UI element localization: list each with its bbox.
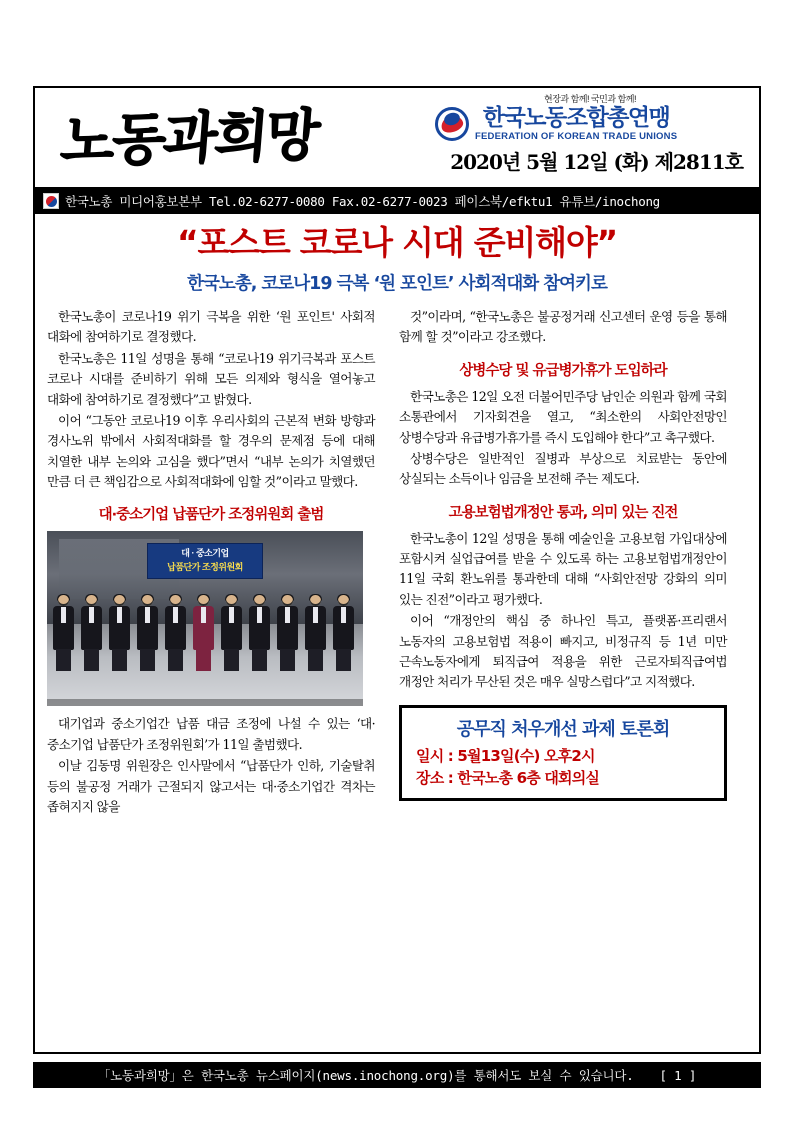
fktu-logo-icon bbox=[435, 107, 469, 141]
issue-date-number: 2020년 5월 12일 (화) 제2811호 bbox=[450, 150, 743, 174]
paragraph: 이어 “개정안의 핵심 중 하나인 특고, 플랫폼·프리랜서 노동자의 고용보험법 적용이 빠지고, 비정규직 등 1년 미만 근속노동자에게 퇴직급여 적용을 위한 근로자퇴직급여법 개정안 처리가 무산된 것은 매우 실망스럽다”고 지적했다. bbox=[399, 613, 727, 690]
event-notice-box bbox=[399, 705, 727, 802]
contact-bar-text: 한국노총 미디어홍보본부 Tel.02-6277-0080 Fax.02-6277-0023 페이스북/efktu1 유튜브/inochong bbox=[65, 194, 660, 209]
paragraph: 것”이라며, “한국노총은 불공정거래 신고센터 운영 등을 통해 함께 할 것”이라고 강조했다. bbox=[399, 308, 727, 345]
main-headline: “포스트 코로나 시대 준비해야” bbox=[177, 223, 617, 262]
paragraph: 이날 김동명 위원장은 인사말에서 “납품단가 인하, 기술탈취 등의 불공정 거래가 근절되지 않고서는 대·중소기업간 격차는 좁혀지지 않을 bbox=[47, 758, 375, 815]
paragraph: 한국노총은 12일 오전 더불어민주당 남인순 의원과 함께 국회 소통관에서 기자회견을 열고, “최소한의 사회안전망인 상병수당과 유급병가휴가를 즉시 도입해야 한다”고 촉구했다. bbox=[399, 388, 727, 445]
event-location: 장소 : 한국노총 6층 대회의실 bbox=[416, 768, 600, 787]
headline-block bbox=[35, 214, 759, 303]
left-column bbox=[47, 307, 387, 818]
event-datetime: 일시 : 5월13일(수) 오후2시 bbox=[416, 746, 595, 765]
event-title: 공무직 처우개선 과제 토론회 bbox=[456, 718, 670, 740]
photo-banner bbox=[147, 543, 263, 579]
section-heading-sickness-benefit: 상병수당 및 유급병가휴가 도입하라 bbox=[459, 362, 667, 379]
paragraph: 상병수당은 일반적인 질병과 부상으로 치료받는 동안에 상실되는 소득이나 임금을 보전해 주는 제도다. bbox=[399, 450, 727, 487]
article-columns bbox=[35, 303, 759, 818]
fktu-name-korean: 한국노동조합총연맹 bbox=[482, 105, 670, 131]
fktu-name-english: FEDERATION OF KOREAN TRADE UNIONS bbox=[475, 131, 678, 143]
fktu-brand-block bbox=[435, 92, 745, 142]
section-heading-nappumdanga: 대·중소기업 납품단가 조정위원회 출범 bbox=[98, 507, 324, 524]
masthead bbox=[35, 88, 759, 188]
korea-flag-icon bbox=[43, 193, 59, 209]
fktu-tagline: 현장과 함께! 국민과 함께! bbox=[544, 94, 636, 104]
section-heading-employment-insurance: 고용보험법개정안 통과, 의미 있는 진전 bbox=[448, 504, 678, 521]
photo-banner-line1: 대 · 중소기업 bbox=[181, 548, 229, 559]
photo-people-group bbox=[47, 595, 363, 687]
paragraph: 한국노총이 코로나19 위기 극복을 위한 ‘원 포인트' 사회적 대화에 참여하기로 결정했다. bbox=[47, 308, 375, 345]
paragraph: 대기업과 중소기업간 납품 대금 조정에 나설 수 있는 ‘대·중소기업 납품단가 조정위원회’가 11일 출범했다. bbox=[47, 716, 375, 752]
paragraph: 한국노총은 11일 성명을 통해 “코로나19 위기극복과 포스트 코로나 시대를 준비하기 위해 모든 의제와 형식을 열어놓고 대화에 참여하기로 결정했다”고 밝혔다. bbox=[47, 350, 375, 407]
sub-headline: 한국노총, 코로나19 극복 ‘원 포인트’ 사회적대화 참여키로 bbox=[187, 273, 607, 294]
newsletter-sheet bbox=[33, 86, 761, 1054]
paragraph: 한국노총이 12일 성명을 통해 예술인을 고용보험 가입대상에 포함시켜 실업급여를 받을 수 있도록 하는 고용보험법개정안이 11일 국회 환노위를 통과한데 대해 “사회안전망 강화의 의미 있는 진전”이라고 평가했다. bbox=[399, 530, 727, 607]
publication-title: 노동과희망 bbox=[57, 101, 320, 175]
footer-text: 「노동과희망」은 한국노총 뉴스페이지(news.inochong.org)를 통해서도 보실 수 있습니다. bbox=[97, 1068, 634, 1083]
article-photo bbox=[47, 531, 363, 706]
footer-bar bbox=[33, 1062, 761, 1088]
paragraph: 이어 “그동안 코로나19 이후 우리사회의 근본적 변화 방향과 경사노위 밖에서 사회적대화를 할 경우의 문제점 등에 대해 치열한 내부 논의와 고심을 했다”면서 “내부 논의가 치열했던 만큼 더 큰 책임감으로 사회적대화에 임할 것”이라고 말했다. bbox=[47, 412, 375, 490]
photo-banner-line2: 납품단가 조정위원회 bbox=[167, 561, 243, 572]
page-number: [ 1 ] bbox=[659, 1067, 697, 1083]
right-column bbox=[387, 307, 727, 818]
contact-bar bbox=[35, 188, 759, 214]
